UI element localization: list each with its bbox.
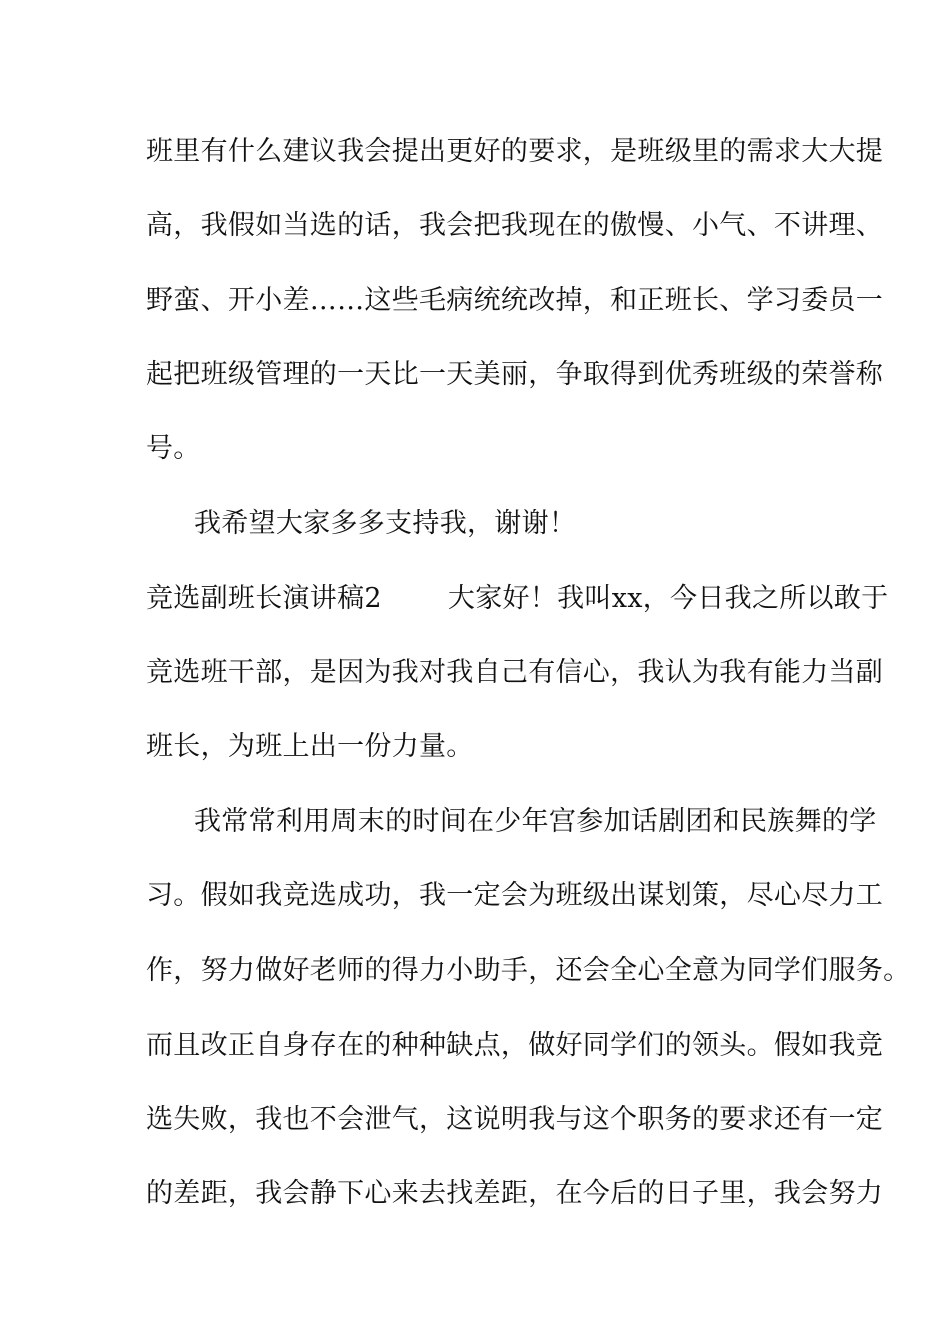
paragraph-line: 作，努力做好老师的得力小助手，还会全心全意为同学们服务。 [146,955,911,986]
paragraph-line: 我常常利用周末的时间在少年宫参加话剧团和民族舞的学 [194,806,877,837]
paragraph-line: 班里有什么建议我会提出更好的要求，是班级里的需求大大提 [146,136,884,167]
paragraph-line: 起把班级管理的一天比一天美丽，争取得到优秀班级的荣誉称 [146,359,884,390]
section-title: 竞选副班长演讲稿2 [146,583,382,614]
section-opening-text: 大家好！我叫xx，今日我之所以敢于 [447,583,889,614]
paragraph-line: 号。 [146,433,201,464]
paragraph-line: 选失败，我也不会泄气，这说明我与这个职务的要求还有一定 [146,1104,884,1135]
paragraph-line: 竞选班干部，是因为我对我自己有信心，我认为我有能力当副 [146,657,884,688]
section-heading-line [146,583,889,615]
paragraph-line: 而且改正自身存在的种种缺点，做好同学们的领头。假如我竞 [146,1030,884,1061]
paragraph-line: 高，我假如当选的话，我会把我现在的傲慢、小气、不讲理、 [146,210,884,241]
paragraph-line: 我希望大家多多支持我，谢谢！ [194,508,577,539]
paragraph-line: 的差距，我会静下心来去找差距，在今后的日子里，我会努力 [146,1178,884,1209]
paragraph-line: 野蛮、开小差……这些毛病统统改掉，和正班长、学习委员一 [146,285,884,316]
paragraph-line: 班长，为班上出一份力量。 [146,731,474,762]
paragraph-line: 习。假如我竞选成功，我一定会为班级出谋划策，尽心尽力工 [146,880,884,911]
